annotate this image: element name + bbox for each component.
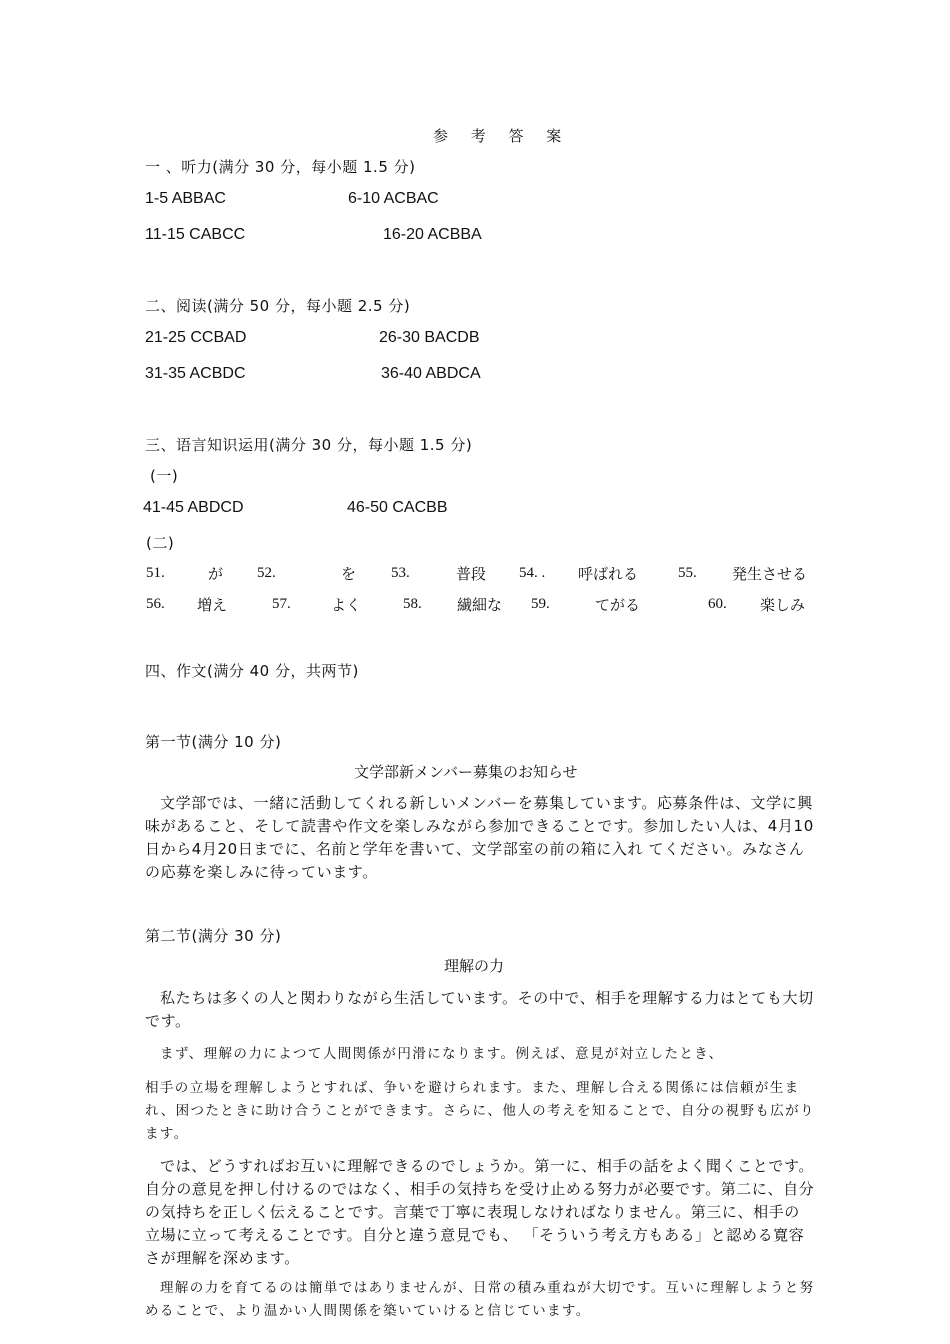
answer-row: 46-50 CACBB [347,499,448,516]
fill-ans-60: 楽しみ [760,596,806,614]
answer-row: 21-25 CCBAD [145,329,247,346]
essay-paragraph-text: 理解の力を育てるのは簡単ではありませんが、日常の積み重ねが大切です。互いに理解しようと努めることで、より温かい人間関係を築いていけると信じています。 [145,1280,815,1319]
fill-num-60: 60. [708,596,727,612]
answer-row: 1-5 ABBAC [145,190,226,207]
fill-num-55: 55. [678,565,697,581]
part1-heading: 一 、听力(满分 30 分，每小题 1.5 分) [145,158,416,176]
fill-ans-57: よく [331,596,362,614]
answer-row: 26-30 BACDB [379,329,480,346]
essay-paragraph [145,1043,815,1066]
fill-num-52: 52. [257,565,276,581]
fill-ans-56: 増え [197,596,228,614]
part4-heading: 四、作文(满分 40 分，共两节) [145,662,359,680]
fill-num-59: 59. [531,596,550,612]
section2-heading: 第二节(满分 30 分) [145,927,282,945]
answer-row: 41-45 ABDCD [143,499,244,516]
fill-ans-53: 普段 [456,565,487,583]
section1-body-text: 文学部では、一緒に活動してくれる新しいメンバーを募集しています。応募条件は、文学に興味があること、そして読書や作文を楽しみながら参加できることです。参加したい人は、4月10日から4月20日までに、名前と学年を書いて、文学部室の前の箱に入れ てください。みなさんの応募を楽しみに待っています。 [145,794,814,881]
essay-paragraph [145,1155,815,1270]
doc-title: 参 考 答 案 [433,127,571,145]
answer-row: 36-40 ABDCA [381,365,481,382]
part3-heading: 三、语言知识运用(满分 30 分，每小题 1.5 分) [145,436,473,454]
essay-paragraph [145,1077,815,1146]
fill-num-54: 54. . [519,565,546,581]
part3-sub1: (一) [150,467,179,485]
section1-heading: 第一节(满分 10 分) [145,733,282,751]
essay-paragraph-text: まず、理解の力によつて人間関係が円滑になります。例えば、意見が対立したとき、 [160,1046,724,1062]
essay-paragraph-text: 相手の立場を理解しようとすれば、争いを避けられます。また、理解し合える関係には信頼が生まれ、困つたときに助け合うことができます。さらに、他人の考えを知ることで、自分の視野も広がります。 [145,1080,815,1142]
fill-ans-59: てがる [595,596,641,614]
answer-row: 11-15 CABCC [145,226,246,243]
essay-paragraph-text: 私たちは多くの人と関わりながら生活しています。その中で、相手を理解する力はとても大切です。 [145,989,814,1030]
essay-paragraph [145,1277,815,1323]
section1-body [145,792,815,884]
essay-paragraph [145,987,815,1033]
answer-row: 31-35 ACBDC [145,365,246,382]
answer-row: 16-20 ACBBA [383,226,482,243]
part3-sub2: (二) [146,534,175,552]
fill-num-56: 56. [146,596,165,612]
fill-ans-54: 呼ばれる [578,565,639,583]
answer-row: 6-10 ACBAC [348,190,439,207]
part2-heading: 二、阅读(满分 50 分，每小题 2.5 分) [145,297,411,315]
fill-num-58: 58. [403,596,422,612]
section2-title: 理解の力 [444,957,505,975]
essay-paragraph-text: では、どうすればお互いに理解できるのでしょうか。第一に、相手の話をよく聞くことです。自分の意見を押し付けるのではなく、相手の気持ちを受け止める努力が必要です。第二に、自分の気持ちを正しく伝えることです。言葉で丁寧に表現しなければなりません。第三に、相手の立場に立って考えることです。自分と違う意見でも、 「そういう考え方もある」と認める寛容さが理解を深めます。 [145,1157,815,1267]
section1-title: 文学部新メンバー募集のお知らせ [354,763,578,781]
fill-num-53: 53. [391,565,410,581]
fill-ans-55: 発生させる [732,565,808,583]
fill-ans-58: 繊細な [457,596,503,614]
fill-ans-51: が [208,565,224,583]
fill-num-57: 57. [272,596,291,612]
fill-ans-52: を [341,565,357,583]
fill-num-51: 51. [146,565,165,581]
